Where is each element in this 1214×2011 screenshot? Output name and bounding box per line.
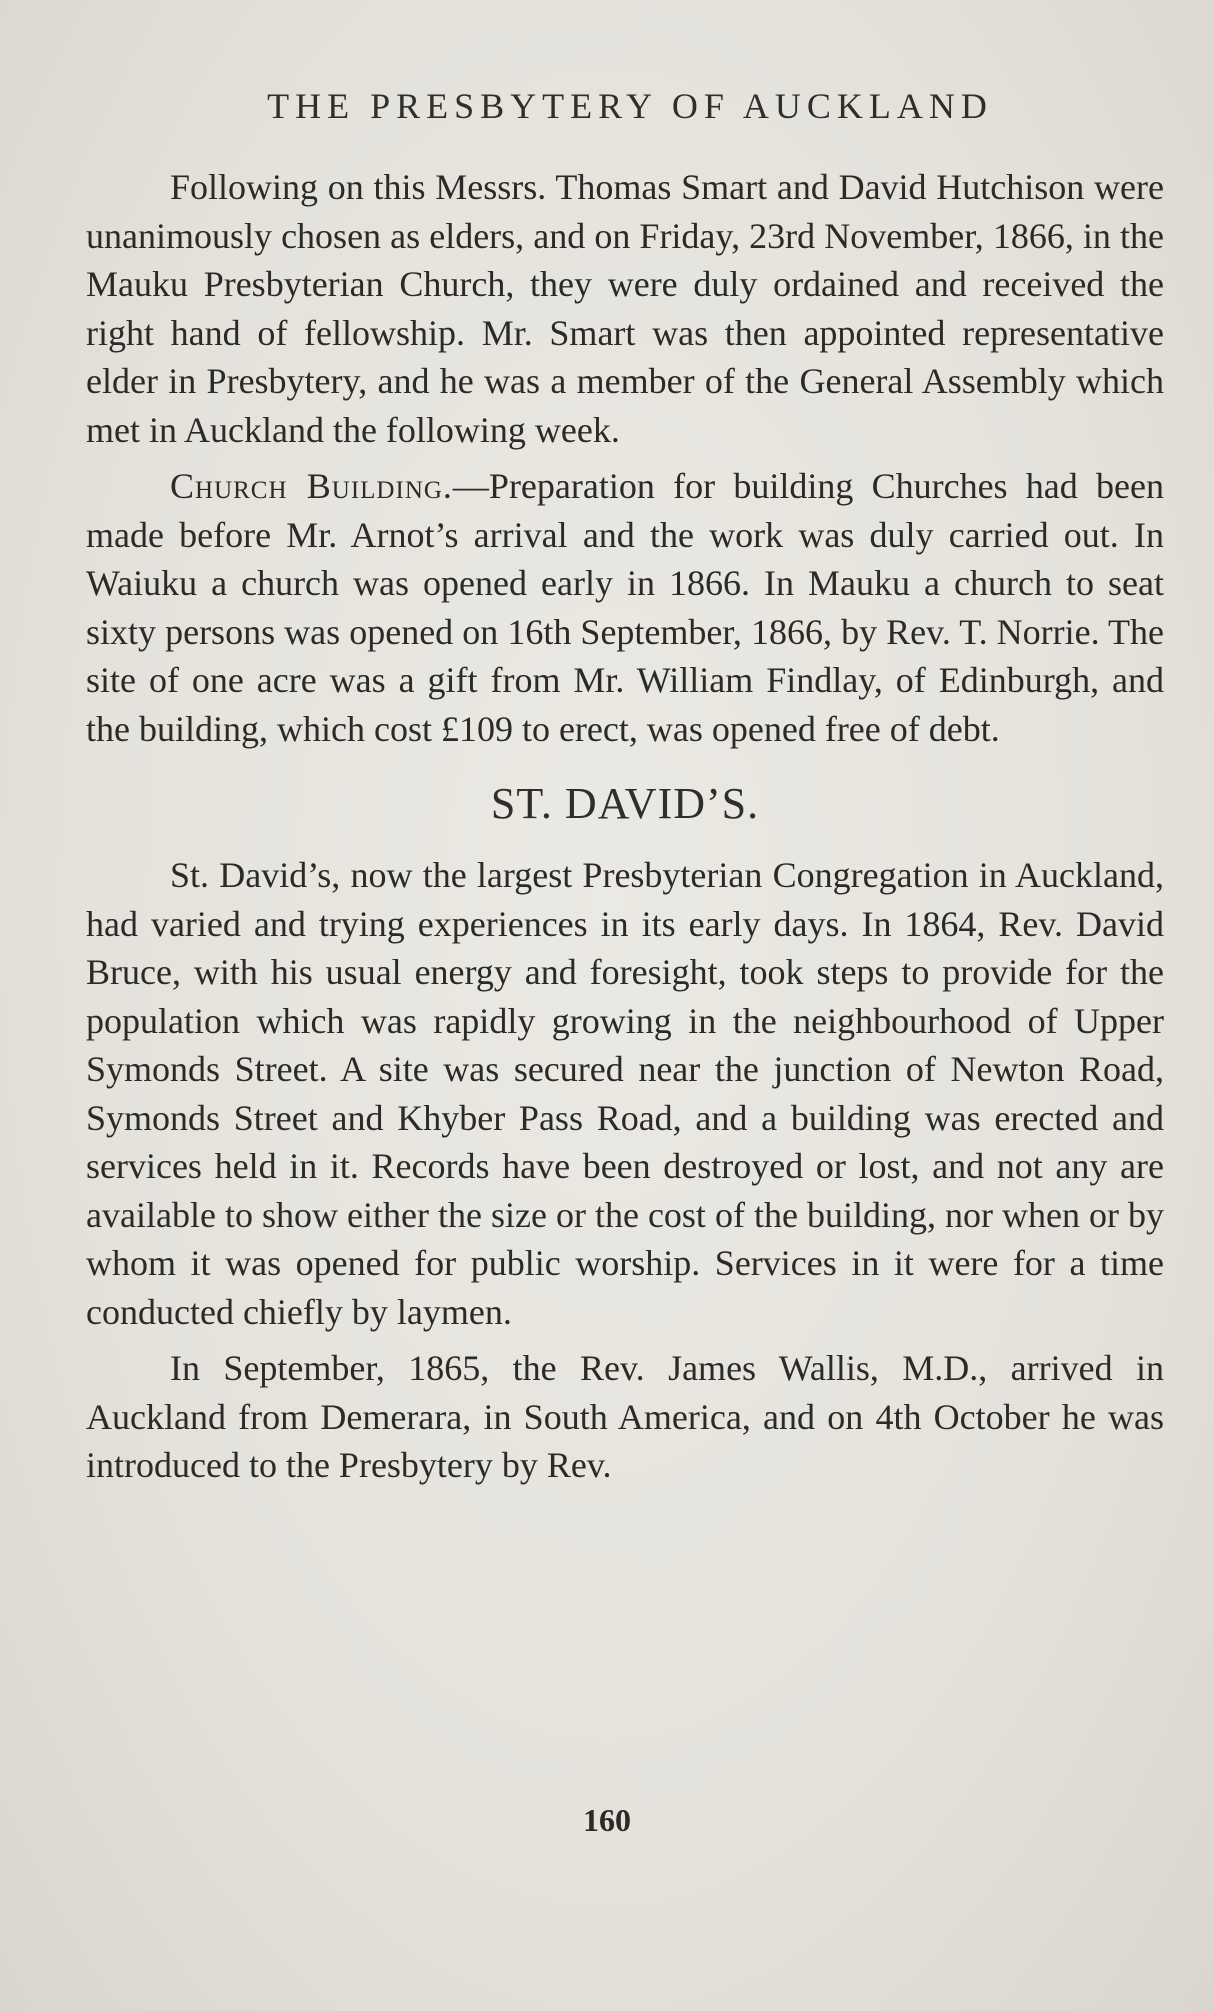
paragraph-st-davids: St. David’s, now the largest Presbyterian Congregation in Auckland, had varied and trying experiences in its early days. In 1864, Rev. David Bruce, with his usual energy and foresight, took steps to provide for the population which was rapidly growing in the neighbourhood of Upper Symonds Street. A site was secured near the junction of Newton Road, Symonds Street and Khyber Pass Road, and a building was erected and services held in it. Records have been destroyed or lost, and not any are available to show either the size or the cost of the building, nor when or by whom it was opened for public worship. Services in it were for a time conducted chiefly by laymen. xyxy=(86,855,1164,1332)
paragraph-elders: Following on this Messrs. Thomas Smart and David Hutchison were unanimously chosen as elders, and on Friday, 23rd November, 1866, in the Mauku Presbyterian Church, they were duly ordained and received the right hand of fellowship. Mr. Smart was then appointed representative elder in Presbytery, and he was a member of the General Assembly which met in Auckland the following week. xyxy=(86,167,1164,450)
section-heading: ST. DAVID’S. xyxy=(490,779,760,828)
running-head: THE PRESBYTERY OF AUCKLAND xyxy=(267,86,993,126)
paragraph-wallis: In September, 1865, the Rev. James Wallis, M.D., arrived in Auckland from Demerara, in South America, and on 4th October he was introduced to the Presbytery by Rev. xyxy=(86,1348,1164,1485)
church-building-text: —Preparation for building Churches had been made before Mr. Arnot’s arrival and the work was duly carried out. In Waiuku a church was opened early in 1866. In Mauku a church to seat sixty persons was opened on 16th September, 1866, by Rev. T. Norrie. The site of one acre was a gift from Mr. William Findlay, of Edinburgh, and the building, which cost £109 to erect, was opened free of debt. xyxy=(86,466,1164,749)
body-text xyxy=(86,163,1164,1490)
church-building-lead: Church Building. xyxy=(170,466,453,506)
paragraph-church-building xyxy=(86,462,1164,753)
page-number: 160 xyxy=(583,1802,631,1838)
